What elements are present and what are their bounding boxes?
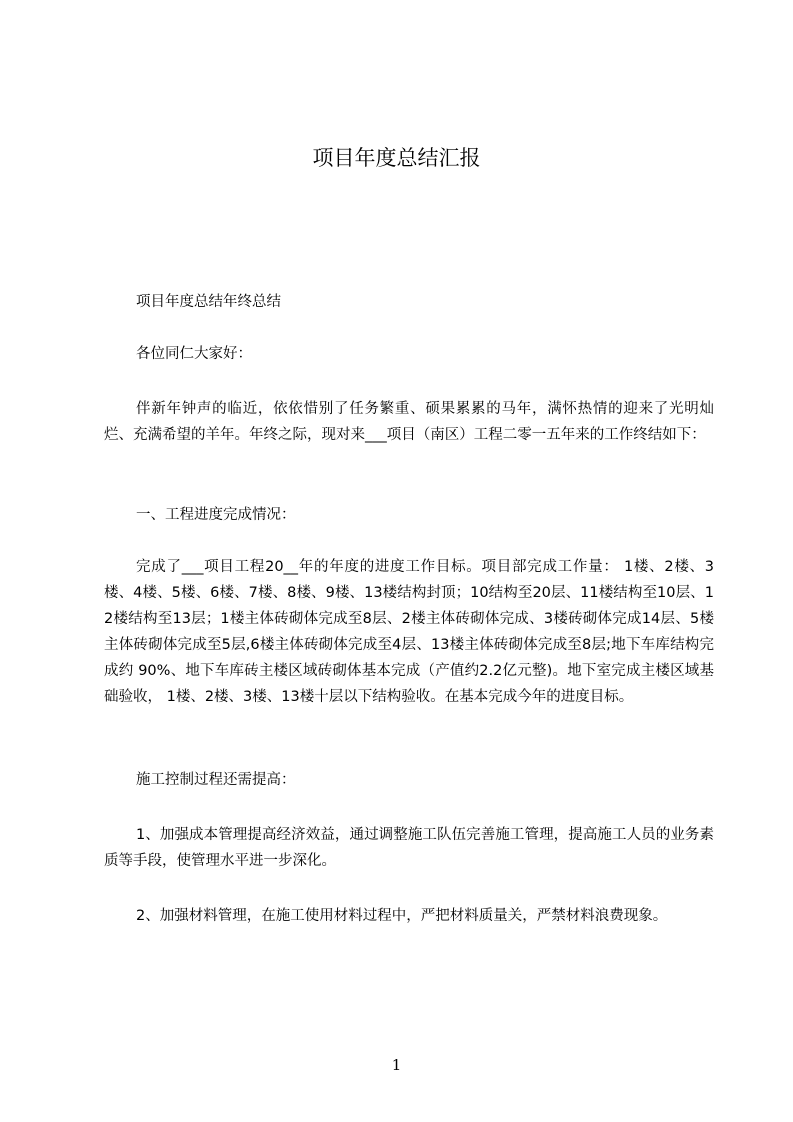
greeting: 各位同仁大家好： xyxy=(136,346,252,362)
improvement-item-2: 2、加强材料管理，在施工使用材料过程中，严把材料质量关，严禁材料浪费现象。 xyxy=(136,908,668,924)
progress-paragraph: 完成了___项目工程20__年的年度的进度工作目标。项目部完成工作量： 1楼、2楼、3楼、4楼、5楼、6楼、7楼、8楼、9楼、13楼结构封顶；10结构至20层、11楼结构至10层、12楼结构至13层；1楼主体砖砌体完成至8层、2楼主体砖砌体完成、3楼砖砌体完成14层、5楼主体砖砌体完成至5层,6楼主体砖砌体完成至4层、13楼主体砖砌体完成至8层;地下车库结构完成约 90%、地下车库砖主楼区域砖砌体基本完成（产值约2.2亿元整)。地下室完成主楼区域基础验收， 1楼、2楼、3楼、13楼十层以下结构验收。在基本完成今年的进度目标。 xyxy=(104,559,714,705)
subtitle: 项目年度总结年终总结 xyxy=(136,294,281,310)
document-title: 项目年度总结汇报 xyxy=(312,146,481,170)
intro-paragraph: 伴新年钟声的临近，依依惜别了任务繁重、硕果累累的马年，满怀热情的迎来了光明灿烂、充满希望的羊年。年终之际，现对来___项目（南区）工程二零一五年来的工作终结如下： xyxy=(104,401,714,443)
improvement-item-1: 1、加强成本管理提高经济效益，通过调整施工队伍完善施工管理，提高施工人员的业务素质等手段，使管理水平进一步深化。 xyxy=(104,827,714,869)
page-number: 1 xyxy=(391,1056,402,1074)
section-heading-improvement: 施工控制过程还需提高： xyxy=(136,772,296,788)
section-heading-progress: 一、工程进度完成情况： xyxy=(136,507,296,523)
